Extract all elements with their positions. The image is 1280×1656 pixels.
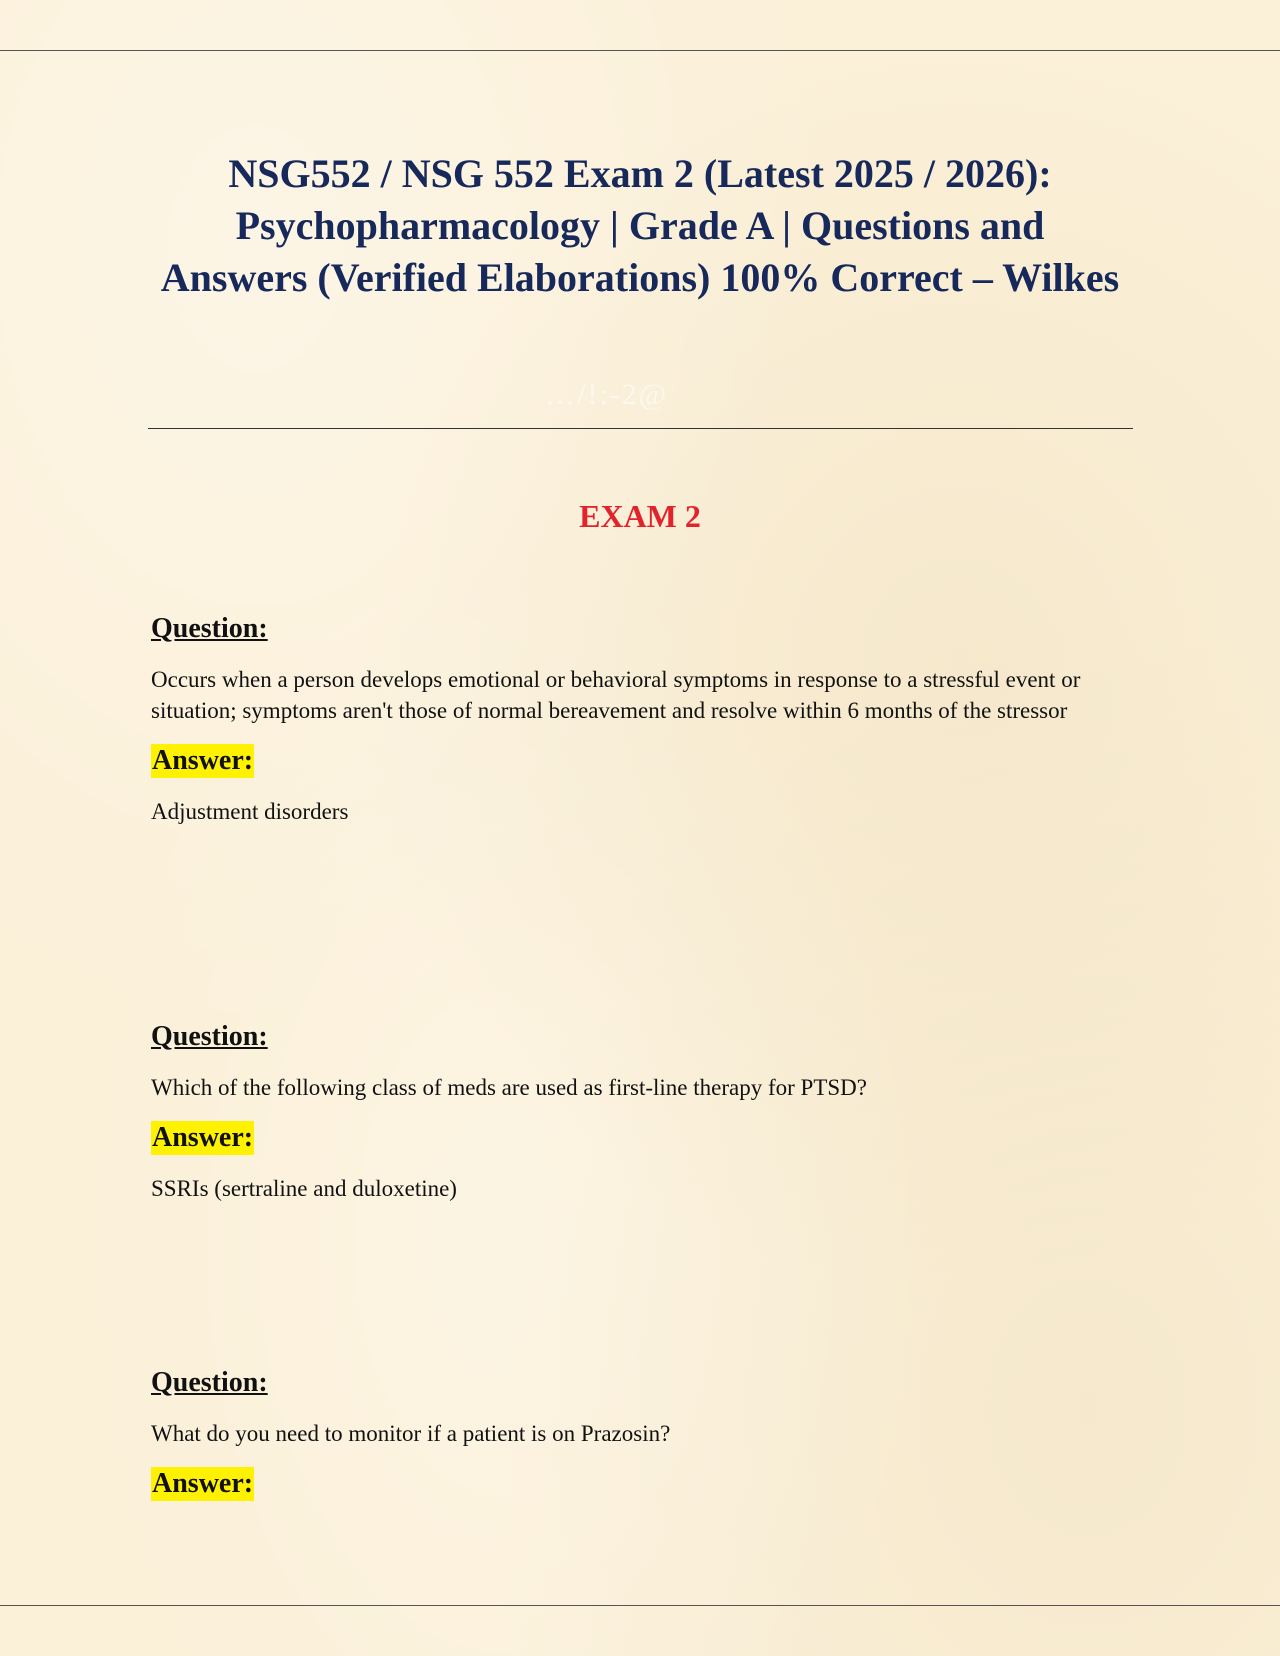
answer-label: Answer:: [152, 745, 254, 776]
title-divider: [148, 428, 1133, 429]
top-rule: [0, 50, 1280, 51]
question-label: Question:: [151, 1367, 268, 1398]
answer-label: Answer:: [152, 1122, 254, 1153]
answer-text: Adjustment disorders: [151, 799, 349, 824]
section-heading: EXAM 2: [579, 498, 701, 534]
question-text: Which of the following class of meds are used as first-line therapy for PTSD?: [151, 1075, 867, 1100]
answer-text: SSRIs (sertraline and duloxetine): [151, 1176, 457, 1201]
question-text: Occurs when a person develops emotional or behavioral symptoms in response to a stressful event or situation; symptoms aren't those of normal bereavement and resolve within 6 months of the stressor: [151, 667, 1081, 723]
watermark: …/!:-2@: [545, 378, 669, 411]
document-title: NSG552 / NSG 552 Exam 2 (Latest 2025 / 2026): Psychopharmacology | Grade A | Questions and Answers (Verified Elaborations) 100% Correct – Wilkes: [160, 151, 1120, 300]
bottom-rule: [0, 1605, 1280, 1606]
question-text: What do you need to monitor if a patient is on Prazosin?: [151, 1421, 671, 1446]
question-label: Question:: [151, 1021, 268, 1052]
answer-label: Answer:: [152, 1468, 254, 1499]
qa-block: [151, 1020, 1131, 1204]
qa-block: [151, 1366, 1131, 1501]
qa-block: [151, 612, 1131, 827]
question-label: Question:: [151, 613, 268, 644]
